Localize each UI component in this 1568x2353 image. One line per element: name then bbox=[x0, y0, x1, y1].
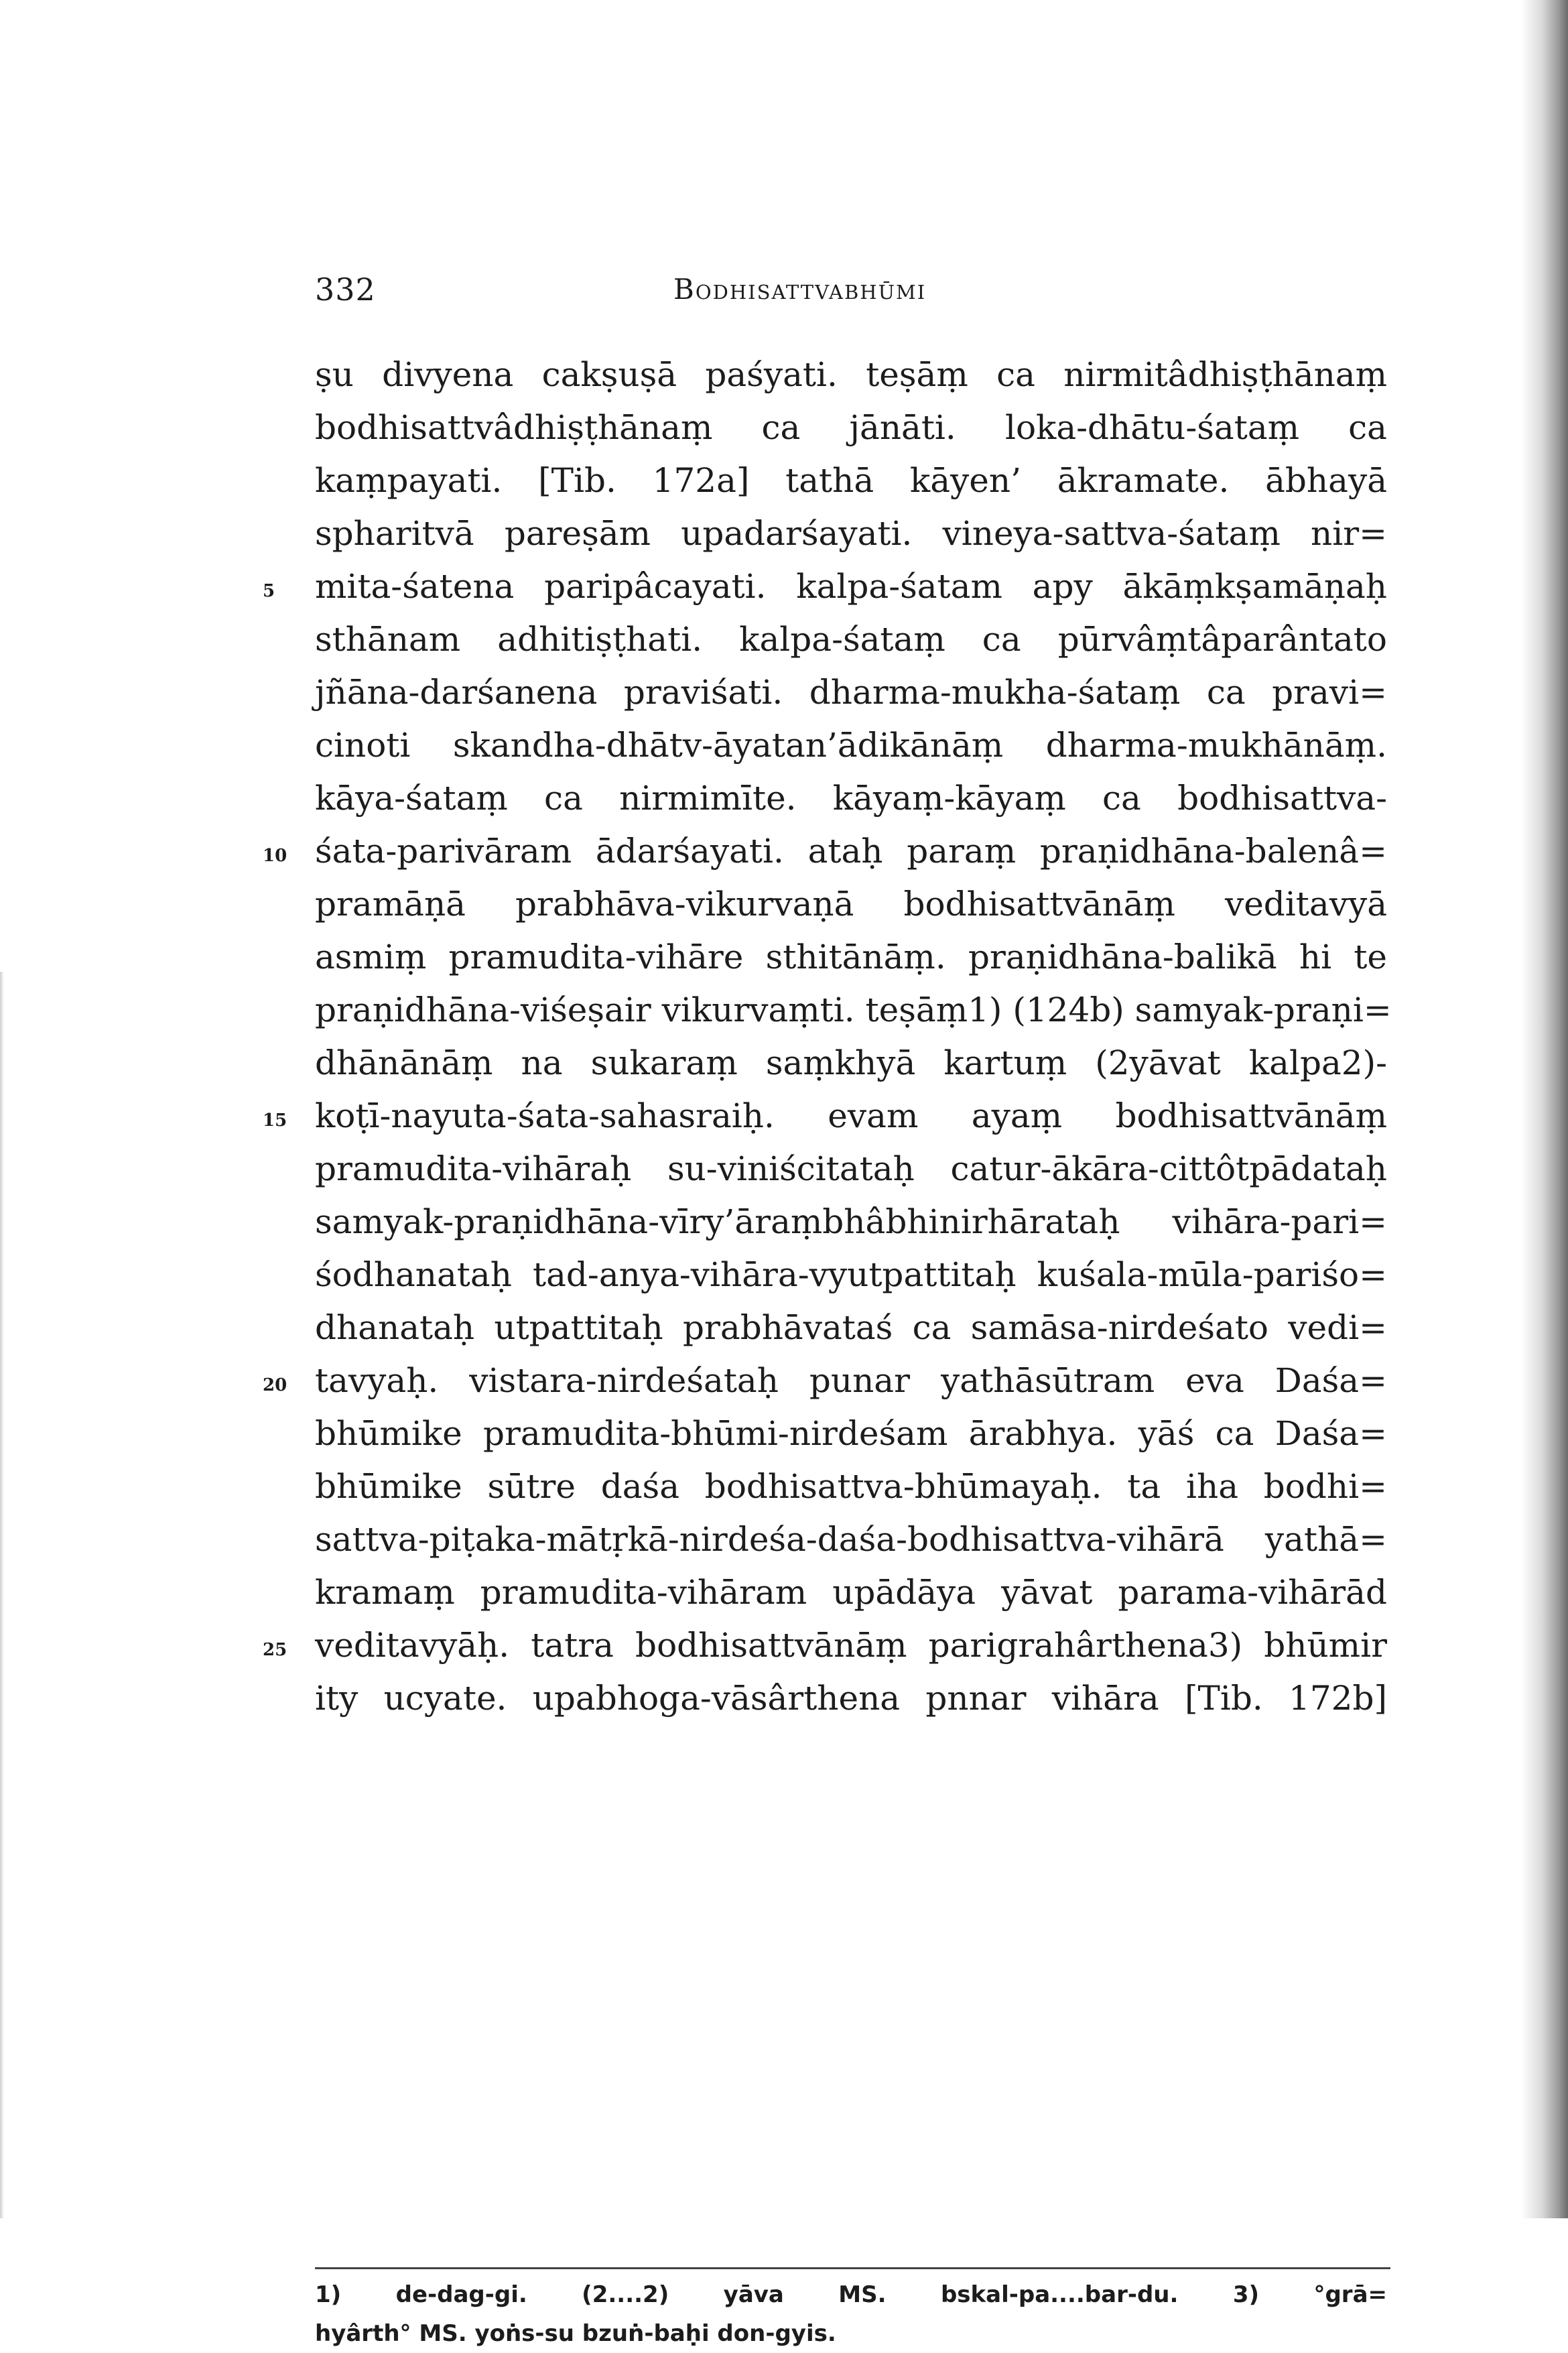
line-text: bhūmike sūtre daśa bodhisattva-bhūmayaḥ. ta iha bodhi= bbox=[315, 1467, 1387, 1506]
line-text: tavyaḥ. vistara-nirdeśataḥ punar yathāsūtram eva Daśa= bbox=[315, 1361, 1387, 1400]
text-line bbox=[315, 772, 1387, 825]
text-line bbox=[315, 1249, 1387, 1301]
text-line bbox=[315, 666, 1387, 719]
footnotes bbox=[315, 2275, 1387, 2353]
line-text: mita-śatena paripâcayati. kalpa-śatam apy ākāṃkṣamāṇaḥ bbox=[315, 567, 1387, 606]
line-number: 5 bbox=[263, 581, 275, 601]
line-number: 15 bbox=[263, 1110, 287, 1131]
footnote-line: 1) de-dag-gi. (2....2) yāva MS. bskal-pa....bar-du. 3) °grā= bbox=[315, 2281, 1387, 2308]
line-text: jñāna-darśanena praviśati. dharma-mukha-śataṃ ca pravi= bbox=[315, 673, 1387, 712]
text-line bbox=[315, 613, 1387, 666]
text-line bbox=[263, 825, 1387, 878]
text-line bbox=[315, 719, 1387, 772]
text-line bbox=[315, 1143, 1387, 1196]
line-text: śata-parivāram ādarśayati. ataḥ paraṃ praṇidhāna-balenâ= bbox=[315, 832, 1387, 871]
text-line bbox=[315, 348, 1387, 401]
line-text: śodhanataḥ tad-anya-vihāra-vyutpattitaḥ kuśala-mūla-pariśo= bbox=[315, 1255, 1387, 1294]
text-line bbox=[315, 984, 1392, 1037]
line-text: dhanataḥ utpattitaḥ prabhāvataś ca samāsa-nirdeśato vedi= bbox=[315, 1308, 1387, 1347]
body-text bbox=[263, 348, 1392, 1725]
text-line bbox=[315, 1672, 1387, 1725]
text-line bbox=[315, 1037, 1387, 1090]
line-text: bodhisattvâdhiṣṭhānaṃ ca jānāti. loka-dhātu-śataṃ ca bbox=[315, 408, 1387, 447]
line-text: veditavyāḥ. tatra bodhisattvānāṃ parigrahârthena3) bhūmir bbox=[315, 1626, 1387, 1665]
page-header bbox=[315, 271, 1387, 318]
page-edge-left-shadow bbox=[0, 972, 4, 2218]
text-line bbox=[315, 1301, 1387, 1354]
text-line bbox=[315, 1566, 1387, 1619]
line-text: asmiṃ pramudita-vihāre sthitānāṃ. praṇidhāna-balikā hi te bbox=[315, 938, 1387, 976]
page-number: 332 bbox=[315, 271, 376, 308]
line-text: kaṃpayati. [Tib. 172a] tathā kāyen’ ākramate. ābhayā bbox=[315, 461, 1387, 500]
line-number: 20 bbox=[263, 1375, 287, 1395]
line-text: cinoti skandha-dhātv-āyatan’ādikānāṃ dharma-mukhānāṃ. bbox=[315, 726, 1387, 765]
line-number: 25 bbox=[263, 1640, 287, 1660]
text-line bbox=[315, 878, 1387, 931]
page-edge-shadow bbox=[1521, 0, 1568, 2218]
text-line bbox=[315, 1513, 1387, 1566]
line-text: kāya-śataṃ ca nirmimīte. kāyaṃ-kāyaṃ ca bodhisattva- bbox=[315, 779, 1387, 818]
line-text: dhānānāṃ na sukaraṃ saṃkhyā kartuṃ (2yāvat kalpa2)- bbox=[315, 1043, 1387, 1082]
line-text: samyak-praṇidhāna-vīry’āraṃbhâbhinirhārataḥ vihāra-pari= bbox=[315, 1202, 1387, 1241]
line-text: koṭī-nayuta-śata-sahasraiḥ. evam ayaṃ bodhisattvānāṃ bbox=[315, 1096, 1387, 1135]
line-text: kramaṃ pramudita-vihāram upādāya yāvat parama-vihārād bbox=[315, 1573, 1387, 1612]
text-line bbox=[315, 507, 1387, 560]
line-text: pramudita-vihāraḥ su-viniścitataḥ catur-ākāra-cittôtpādataḥ bbox=[315, 1149, 1387, 1188]
text-line bbox=[315, 401, 1387, 454]
text-line bbox=[263, 560, 1387, 613]
line-text: pramāṇā prabhāva-vikurvaṇā bodhisattvānāṃ veditavyā bbox=[315, 885, 1387, 924]
text-line bbox=[263, 1619, 1387, 1672]
text-line bbox=[315, 1407, 1387, 1460]
line-text: ṣu divyena cakṣuṣā paśyati. teṣāṃ ca nirmitâdhiṣṭhānaṃ bbox=[315, 355, 1387, 394]
footnote-rule bbox=[315, 2267, 1390, 2269]
line-text: sthānam adhitiṣṭhati. kalpa-śataṃ ca pūrvâṃtâparântato bbox=[315, 620, 1387, 659]
footnote-line: hyârth° MS. yoṅs-su bzuṅ-baḥi don-gyis. bbox=[315, 2320, 836, 2347]
line-text: ity ucyate. upabhoga-vāsârthena pnnar vihāra [Tib. 172b] bbox=[315, 1679, 1387, 1718]
line-text: spharitvā pareṣām upadarśayati. vineya-sattva-śataṃ nir= bbox=[315, 514, 1387, 553]
line-text: bhūmike pramudita-bhūmi-nirdeśam ārabhya. yāś ca Daśa= bbox=[315, 1414, 1387, 1453]
running-title: Bodhisattvabhūmi bbox=[673, 273, 927, 306]
line-text: praṇidhāna-viśeṣair vikurvaṃti. teṣāṃ1) (124b) samyak-praṇi= bbox=[315, 991, 1392, 1029]
text-line bbox=[263, 1090, 1387, 1143]
line-number: 10 bbox=[263, 846, 287, 866]
text-line bbox=[263, 1354, 1387, 1407]
text-line bbox=[315, 1196, 1387, 1249]
text-line bbox=[315, 1460, 1387, 1513]
line-text: sattva-piṭaka-mātṛkā-nirdeśa-daśa-bodhisattva-vihārā yathā= bbox=[315, 1520, 1387, 1559]
text-line bbox=[315, 931, 1387, 984]
text-line bbox=[315, 454, 1387, 507]
